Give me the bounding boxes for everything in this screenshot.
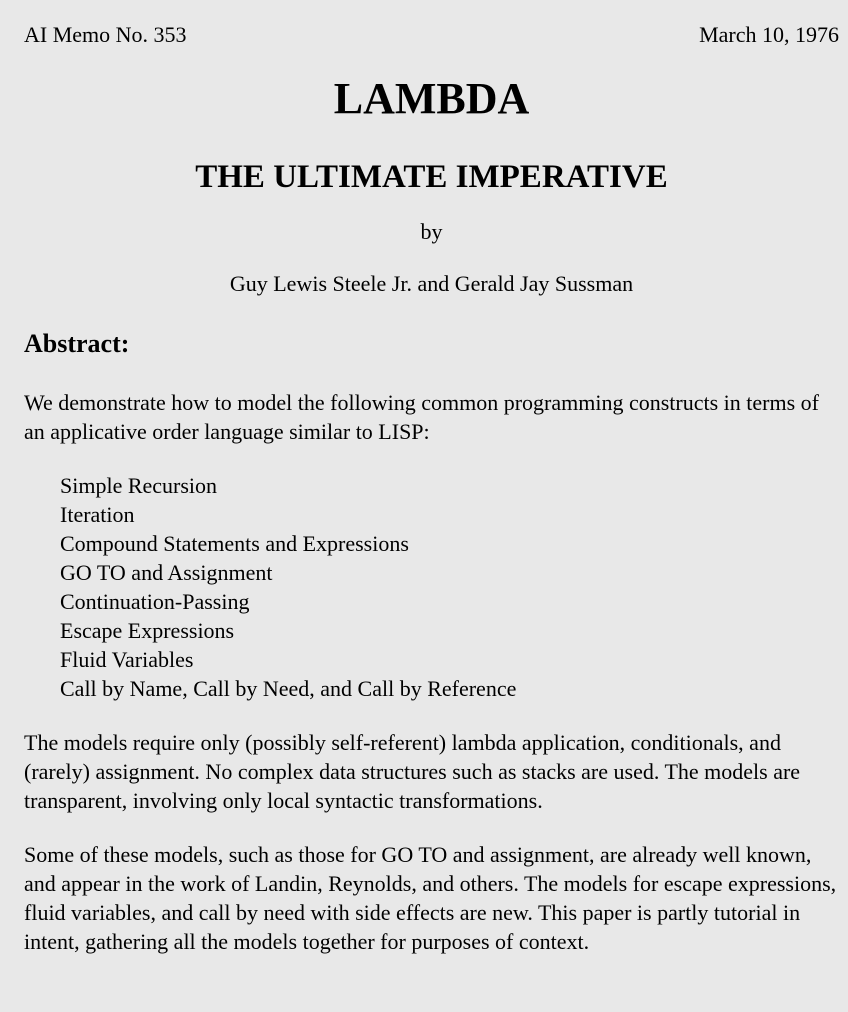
context-paragraph: Some of these models, such as those for GO TO and assignment, are already well known, and appear in the work of Landin, Reynolds, and others. The models for escape expressions, fluid variables, and call by need with side effects are new. This paper is partly tutorial in intent, gathering all the models together for purposes of context. bbox=[24, 842, 837, 954]
construct-item-call-by: Call by Name, Call by Need, and Call by Reference bbox=[60, 676, 517, 701]
construct-item-fluid-variables: Fluid Variables bbox=[60, 647, 194, 672]
models-paragraph: The models require only (possibly self-referent) lambda application, conditionals, and (rarely) assignment. No complex data structures such as stacks are used. The models are transparent, involving only local syntactic transformations. bbox=[24, 730, 801, 813]
construct-item-compound-statements: Compound Statements and Expressions bbox=[60, 531, 409, 556]
authors: Guy Lewis Steele Jr. and Gerald Jay Sussman bbox=[229, 271, 634, 296]
memo-header bbox=[24, 20, 839, 49]
memo-date: March 10, 1976 bbox=[699, 22, 839, 47]
construct-item-simple-recursion: Simple Recursion bbox=[60, 473, 218, 498]
construct-item-continuation-passing: Continuation-Passing bbox=[60, 589, 250, 614]
construct-item-goto-assignment: GO TO and Assignment bbox=[60, 560, 273, 585]
constructs-list bbox=[60, 471, 839, 703]
abstract-intro-paragraph: We demonstrate how to model the following common programming constructs in terms of an applicative order language similar to LISP: bbox=[24, 390, 819, 444]
memo-page bbox=[0, 20, 848, 1012]
construct-item-iteration: Iteration bbox=[60, 502, 135, 527]
memo-number: AI Memo No. 353 bbox=[24, 22, 187, 47]
paper-title: LAMBDA bbox=[333, 74, 530, 123]
construct-item-escape-expressions: Escape Expressions bbox=[60, 618, 235, 643]
byline: by bbox=[420, 219, 443, 244]
paper-subtitle: THE ULTIMATE IMPERATIVE bbox=[195, 159, 668, 195]
abstract-heading: Abstract: bbox=[24, 329, 130, 358]
